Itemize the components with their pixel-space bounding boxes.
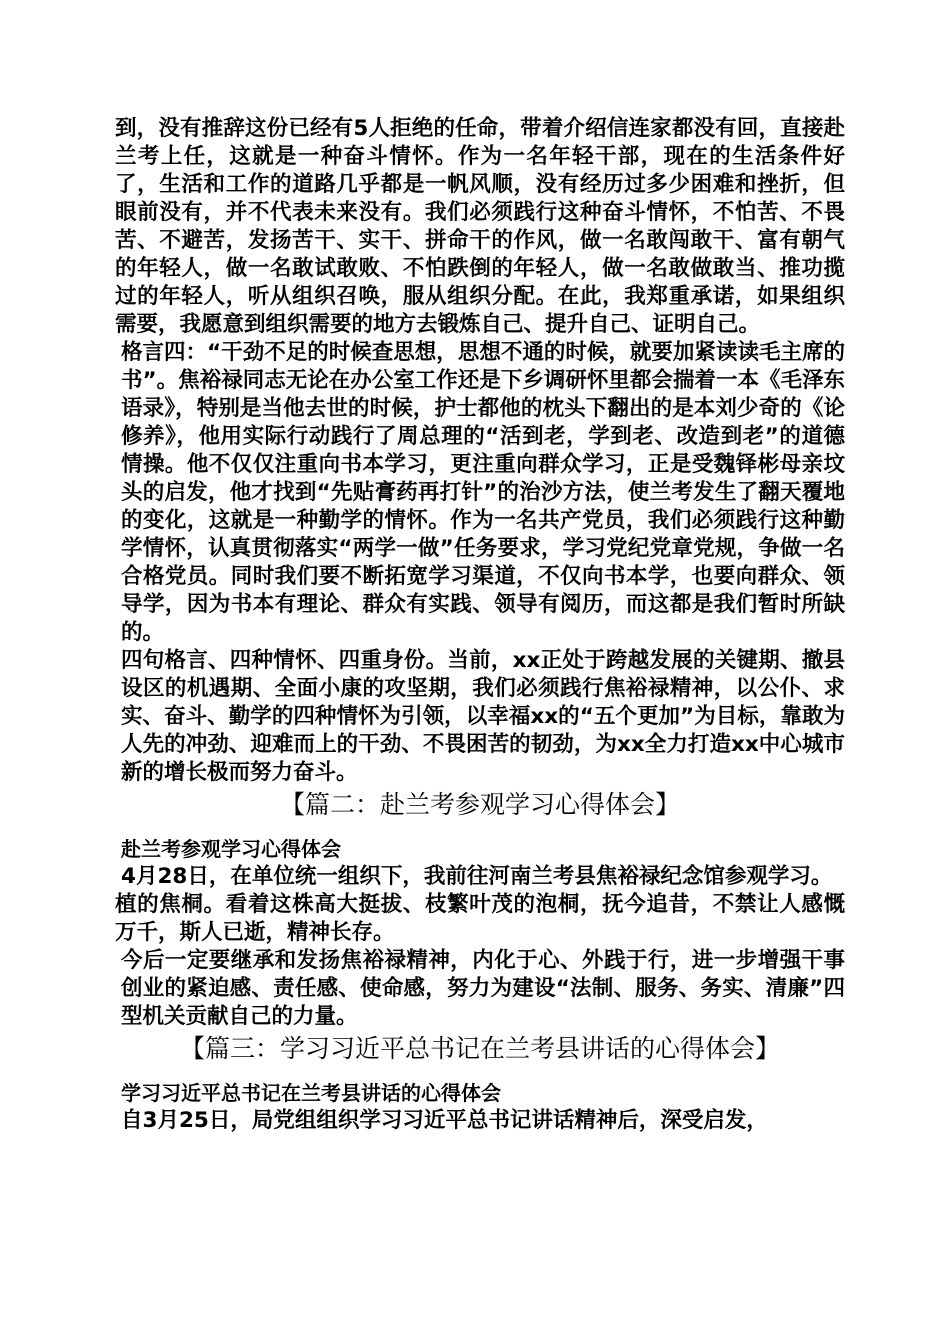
article-title-part-two: 赴兰考参观学习心得体会 [121,837,341,861]
paragraph-summary: 四句格言、四种情怀、四重身份。当前，xx正处于跨越发展的关键期、撤县设区的机遇期、全面小康的攻坚期，我们必须践行焦裕禄精神，以公仆、求实、奋斗、勤学的四种情怀为引领，以幸福xx的“五个更加”为目标，靠敢为人先的冲劲、迎难而上的干劲、不畏困苦的韧劲，为xx全力打造xx中心城市新的增长极而努力奋斗。 [121,648,845,785]
paragraph-struggle: 到，没有推辞这份已经有5人拒绝的任命，带着介绍信连家都没有回，直接赴兰考上任，这就是一种奋斗情怀。作为一名年轻干部，现在的生活条件好了，生活和工作的道路几乎都是一帆风顺，没有经历过多少困难和挫折，但眼前没有，并不代表未来没有。我们必须践行这种奋斗情怀，不怕苦、不畏苦、不避苦，发扬苦干、实干、拼命干的作风，做一名敢闯敢干、富有朝气的年轻人，做一名敢试敢败、不怕跌倒的年轻人，做一名敢做敢当、推功揽过的年轻人，听从组织召唤，服从组织分配。在此，我郑重承诺，如果组织需要，我愿意到组织需要的地方去锻炼自己、提升自己、证明自己。 [115,116,845,337]
section-heading-part-two: 【篇二：赴兰考参观学习心得体会】 [279,790,680,819]
paragraph-study-start: 自3月25日，局党组组织学习习近平总书记讲话精神后，深受启发， [121,1108,768,1133]
paragraph-paulownia: 植的焦桐。看着这株高大挺拔、枝繁叶茂的泡桐，抚今追昔，不禁让人感慨万千，斯人已逝，精神长存。 [115,892,845,945]
paragraph-resolution: 今后一定要继承和发扬焦裕禄精神，内化于心、外践于行，进一步增强干事创业的紧迫感、责任感、使命感，努力为建设“法制、服务、务实、清廉”四型机关贡献自己的力量。 [121,948,845,1029]
document-page [115,115,845,1135]
paragraph-maxim-four: 格言四：“干劲不足的时候查思想，思想不通的时候，就要加紧读读毛主席的书”。焦裕禄同志无论在办公室工作还是下乡调研怀里都会揣着一本《毛泽东语录》，特别是当他去世的时候，护士都他的枕头下翻出的是本刘少奇的《论修养》，他用实际行动践行了周总理的“活到老，学到老、改造到老”的道德情操。他不仅仅注重向书本学习，更注重向群众学习，正是受魏铎彬母亲坟头的启发，他才找到“先贴膏药再打针”的治沙方法，使兰考发生了翻天覆地的变化，这就是一种勤学的情怀。作为一名共产党员，我们必须践行这种勤学情怀，认真贯彻落实“两学一做”任务要求，学习党纪党章党规，争做一名合格党员。同时我们要不断拓宽学习渠道，不仅向书本学，也要向群众、领导学，因为书本有理论、群众有实践、领导有阅历，而这都是我们暂时所缺的。 [121,340,845,645]
article-title-part-three: 学习习近平总书记在兰考县讲话的心得体会 [121,1081,501,1105]
paragraph-visit-date: 4月28日，在单位统一组织下，我前往河南兰考县焦裕禄纪念馆参观学习。 [121,864,833,889]
section-heading-part-three: 【篇三：学习习近平总书记在兰考县讲话的心得体会】 [179,1034,780,1063]
